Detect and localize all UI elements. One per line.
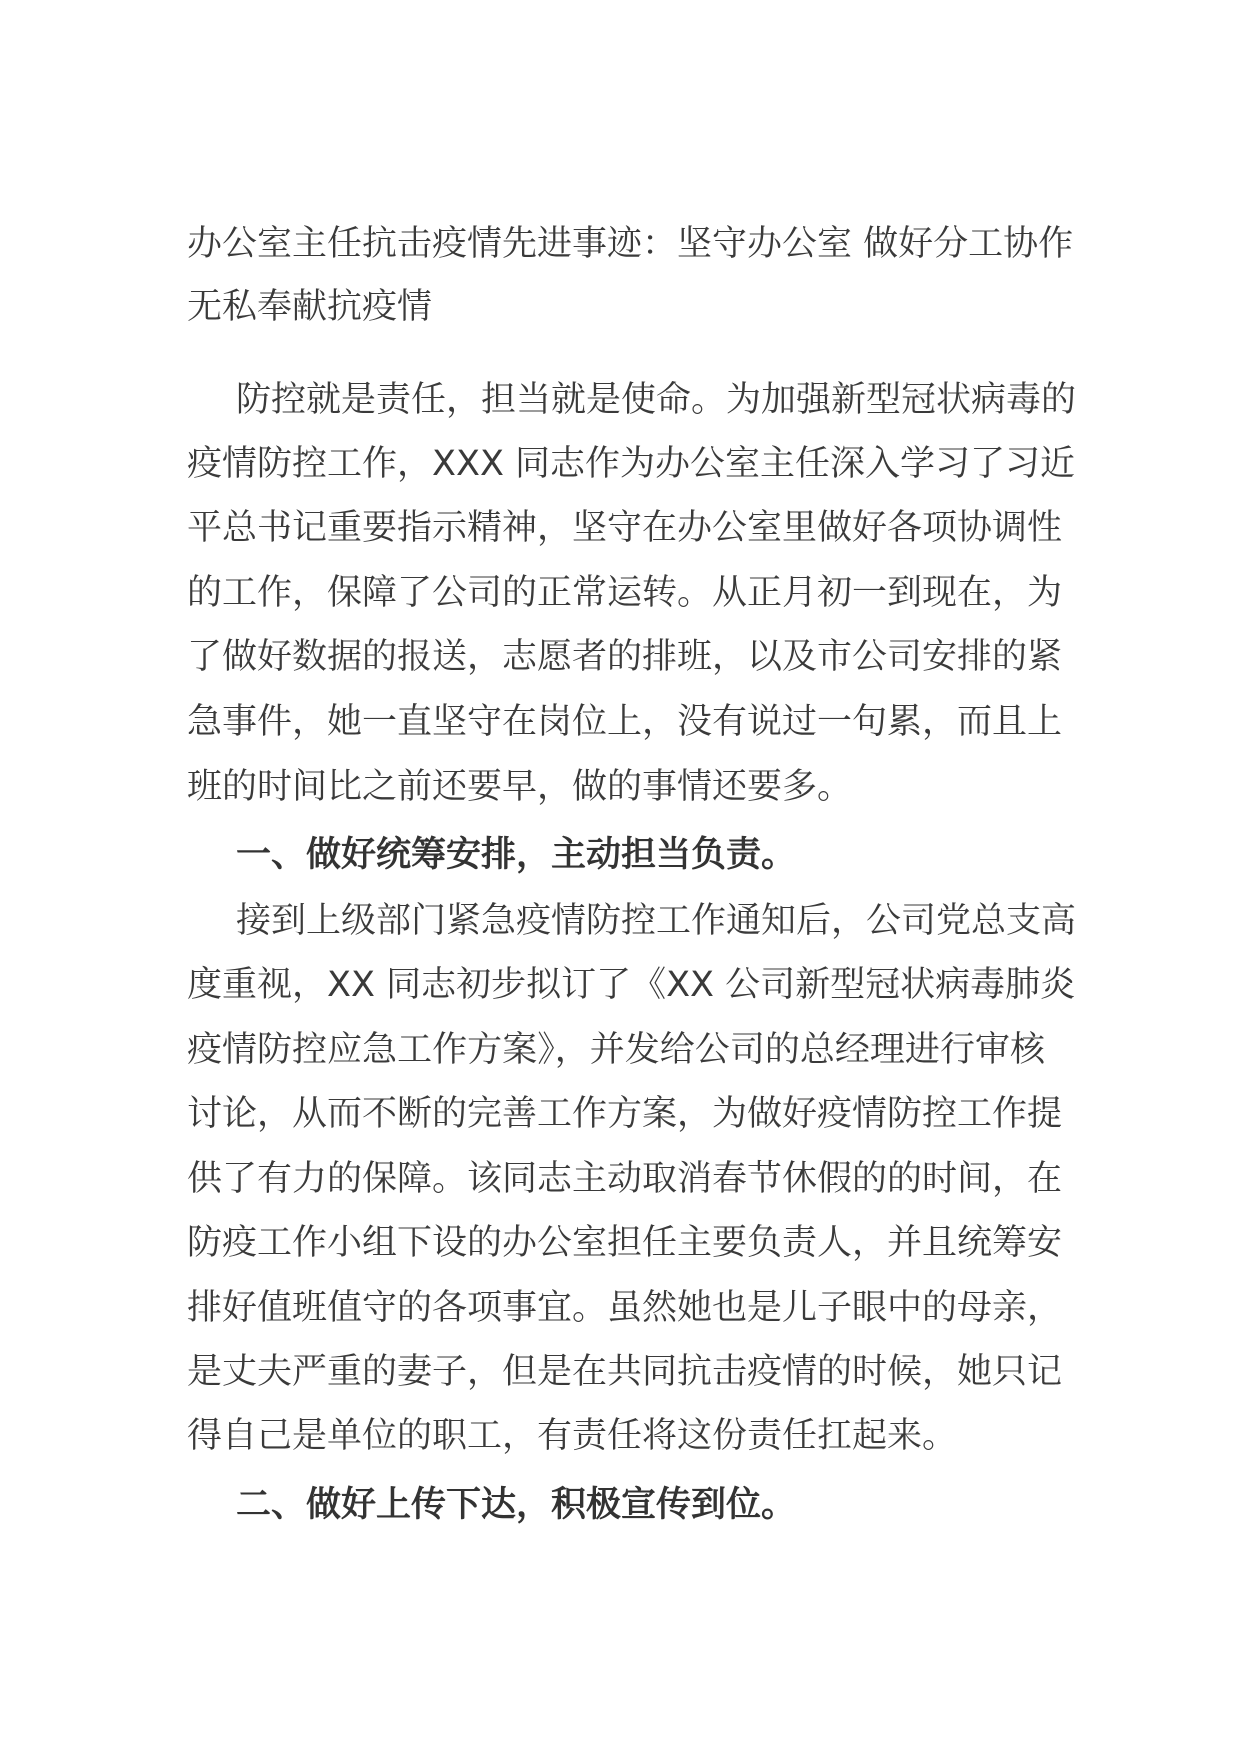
paragraph-2-line: 接到上级部门紧急疫情防控工作通知后，公司党总支高 xyxy=(236,901,1077,941)
paragraph-2-line: 供了有力的保障。该同志主动取消春节休假的的时间，在 xyxy=(187,1159,1063,1199)
document-title-line-2: 无私奉献抗疫情 xyxy=(187,287,433,327)
paragraph-2-line: 度重视，XX 同志初步拟订了《XX 公司新型冠状病毒肺炎 xyxy=(187,965,1076,1005)
paragraph-1-line: 的工作，保障了公司的正常运转。从正月初一到现在，为 xyxy=(187,573,1063,613)
paragraph-2-line: 疫情防控应急工作方案》，并发给公司的总经理进行审核 xyxy=(187,1030,1045,1070)
paragraph-1-line: 了做好数据的报送，志愿者的排班，以及市公司安排的紧 xyxy=(187,637,1063,677)
paragraph-1-line: 平总书记重要指示精神，坚守在办公室里做好各项协调性 xyxy=(187,508,1063,548)
section-heading-2: 二、做好上传下达，积极宣传到位。 xyxy=(236,1485,797,1525)
section-heading-1: 一、做好统筹安排，主动担当负责。 xyxy=(236,835,797,875)
paragraph-2-line: 是丈夫严重的妻子，但是在共同抗击疫情的时候，她只记 xyxy=(187,1352,1063,1392)
paragraph-1-line: 防控就是责任，担当就是使命。为加强新型冠状病毒的 xyxy=(236,380,1077,420)
paragraph-1-line: 班的时间比之前还要早，做的事情还要多。 xyxy=(187,767,853,807)
paragraph-2-line: 排好值班值守的各项事宜。虽然她也是儿子眼中的母亲， xyxy=(187,1288,1063,1328)
paragraph-2-line: 得自己是单位的职工，有责任将这份责任扛起来。 xyxy=(187,1416,958,1456)
paragraph-1-line: 疫情防控工作，XXX 同志作为办公室主任深入学习了习近 xyxy=(187,444,1076,484)
paragraph-2-line: 防疫工作小组下设的办公室担任主要负责人，并且统筹安 xyxy=(187,1223,1063,1263)
paragraph-1-line: 急事件，她一直坚守在岗位上，没有说过一句累，而且上 xyxy=(187,702,1063,742)
paragraph-2-line: 讨论，从而不断的完善工作方案，为做好疫情防控工作提 xyxy=(187,1094,1063,1134)
document-title-line-1: 办公室主任抗击疫情先进事迹：坚守办公室 做好分工协作 xyxy=(187,224,1074,264)
